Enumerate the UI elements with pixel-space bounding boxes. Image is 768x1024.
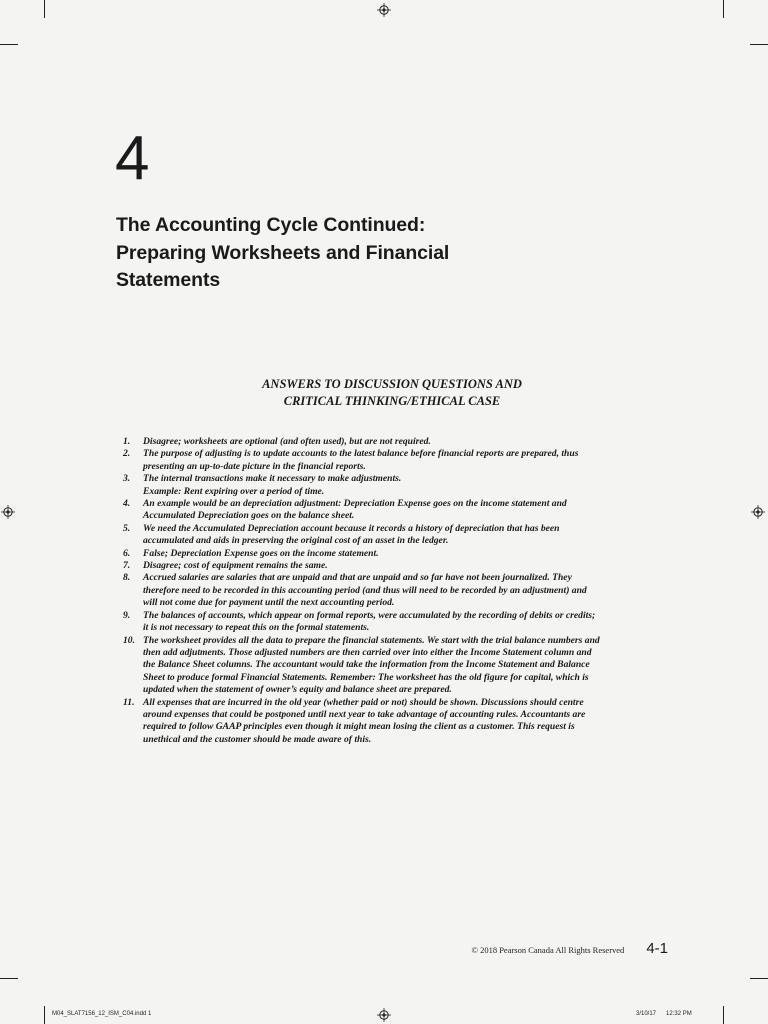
crop-mark-top-left [44, 0, 45, 18]
answer-text [143, 498, 680, 523]
answer-text-line: Disagree; worksheets are optional (and often used), but are not required. [143, 436, 431, 447]
answer-text-line: Example: Rent expiring over a period of time. [143, 485, 325, 497]
registration-mark-icon [1, 505, 15, 519]
chapter-title-line: The Accounting Cycle Continued: [116, 214, 426, 236]
page-number: 4-1 [646, 940, 668, 957]
answer-text [143, 572, 680, 609]
answer-text [143, 448, 680, 473]
answer-number [112, 697, 143, 747]
answer-text [143, 697, 680, 747]
registration-mark-icon [377, 1008, 391, 1022]
answer-item [112, 548, 680, 560]
answer-item [112, 473, 680, 498]
answer-number [112, 448, 143, 473]
answer-text-line: accumulated and aids in preserving the original cost of an asset in the ledger. [143, 535, 449, 547]
answer-number [112, 473, 143, 498]
crop-mark-bottom-left-h [0, 978, 18, 979]
answer-text-line: updated when the statement of owner’s equity and balance sheet are prepared. [143, 684, 452, 696]
answer-item [112, 523, 680, 548]
answer-text-line: All expenses that are incurred in the old year (whether paid or not) should be shown. Discussions should centre [143, 696, 584, 708]
answer-text-line: The balances of accounts, which appear on formal reports, were accumulated by the recording of debits or credits; [143, 609, 596, 621]
crop-mark-bottom-left [44, 1006, 45, 1024]
answer-item [112, 448, 680, 473]
answer-number-label: 8. [123, 572, 131, 584]
slug-file-name: M04_SLAT7156_12_ISM_C04.indd 1 [52, 1011, 152, 1017]
answer-text-line: Accumulated Depreciation goes on the balance sheet. [143, 510, 355, 522]
answer-number-label: 6. [123, 547, 131, 559]
answer-text-line: The worksheet provides all the data to prepare the financial statements. We start with the trial balance numbers and [143, 634, 600, 646]
answer-number [112, 572, 143, 609]
answer-number-label: 5. [123, 522, 131, 534]
chapter-title-line: Statements [116, 269, 221, 291]
answer-text-line: it is not necessary to repeat this on the formal statements. [143, 622, 370, 634]
answer-text [143, 523, 680, 548]
answer-text-line: Accrued salaries are salaries that are unpaid and that are unpaid and so far have not been journalized. They [143, 572, 572, 584]
answer-item [112, 635, 680, 697]
answer-item [112, 697, 680, 747]
answer-number-label: 3. [123, 473, 131, 485]
answer-text-line: therefore need to be recorded in this accounting period (and thus will need to be recorded by an adjustment) and [143, 584, 587, 596]
answer-text-line: the Balance Sheet columns. The accountant would take the information from the Income Statement and Balance [143, 659, 590, 671]
registration-mark-icon [377, 3, 391, 17]
answer-text-line: then add adjutments. Those adjusted numbers are then carried over into either the Income Statement column and [143, 646, 592, 658]
answer-text-line: presenting an up-to-date picture in the financial reports. [143, 460, 366, 472]
answer-text-line: around expenses that could be postponed until next year to take advantage of accounting rules. Accountants are [143, 708, 586, 720]
answer-number [112, 436, 143, 448]
answer-number-label: 9. [123, 609, 131, 621]
registration-mark-icon [751, 505, 765, 519]
answer-item [112, 560, 680, 572]
answer-text [143, 610, 680, 635]
answer-text-line: An example would be an depreciation adjustment: Depreciation Expense goes on the income statement and [143, 498, 567, 510]
chapter-title-line: Preparing Worksheets and Financial [116, 241, 450, 264]
answer-number-label: 10. [123, 634, 135, 646]
answer-text [143, 548, 680, 560]
answer-number [112, 548, 143, 560]
copyright-notice: © 2018 Pearson Canada All Rights Reserved [471, 945, 625, 955]
answer-number [112, 610, 143, 635]
answer-item [112, 436, 680, 448]
crop-mark-bottom-right [723, 1006, 724, 1024]
answer-item [112, 498, 680, 523]
section-heading-line: ANSWERS TO DISCUSSION QUESTIONS AND [262, 377, 522, 391]
slug-date: 3/10/17 [636, 1011, 657, 1017]
answer-number [112, 523, 143, 548]
answer-text-line: False; Depreciation Expense goes on the income statement. [143, 547, 379, 559]
crop-mark-top-right-h [750, 44, 768, 45]
answer-number-label: 1. [123, 436, 131, 447]
chapter-title [116, 212, 536, 295]
crop-mark-top-left-h [0, 44, 18, 45]
answer-text [143, 473, 680, 498]
answer-text-line: The purpose of adjusting is to update accounts to the latest balance before financial reports are prepared, thus [143, 448, 579, 460]
answer-text-line: Sheet to produce formal Financial Statements. Remember: The worksheet has the old figure for capital, which is [143, 671, 589, 683]
section-heading [190, 376, 594, 410]
answer-number-label: 7. [123, 560, 131, 572]
answer-text-line: Disagree; cost of equipment remains the same. [143, 560, 328, 572]
answer-item [112, 572, 680, 609]
answer-text-line: We need the Accumulated Depreciation account because it records a history of depreciation that has been [143, 522, 560, 534]
answer-number-label: 4. [123, 498, 131, 510]
answer-text-line: unethical and the customer should be made aware of this. [143, 733, 372, 745]
answer-text [143, 560, 680, 572]
crop-mark-bottom-right-h [750, 978, 768, 979]
answer-number [112, 498, 143, 523]
slug-date-time [636, 1011, 692, 1017]
slug-time: 12:32 PM [666, 1011, 692, 1017]
crop-mark-top-right [723, 0, 724, 18]
answer-text [143, 436, 680, 448]
answer-text-line: will not come due for payment until the next accounting period. [143, 597, 395, 609]
answer-item [112, 610, 680, 635]
answer-text-line: The internal transactions make it necessary to make adjustments. [143, 473, 402, 485]
answer-number [112, 560, 143, 572]
answer-number-label: 11. [123, 696, 135, 708]
section-heading-line: CRITICAL THINKING/ETHICAL CASE [283, 394, 501, 408]
page-footer [471, 940, 668, 957]
answer-text-line: required to follow GAAP principles even though it might mean losing the client as a customer. This request is [143, 721, 575, 733]
answer-number [112, 635, 143, 697]
chapter-number: 4 [115, 124, 150, 193]
answer-number-label: 2. [123, 448, 131, 460]
answers-list [112, 436, 680, 746]
answer-text [143, 635, 680, 697]
